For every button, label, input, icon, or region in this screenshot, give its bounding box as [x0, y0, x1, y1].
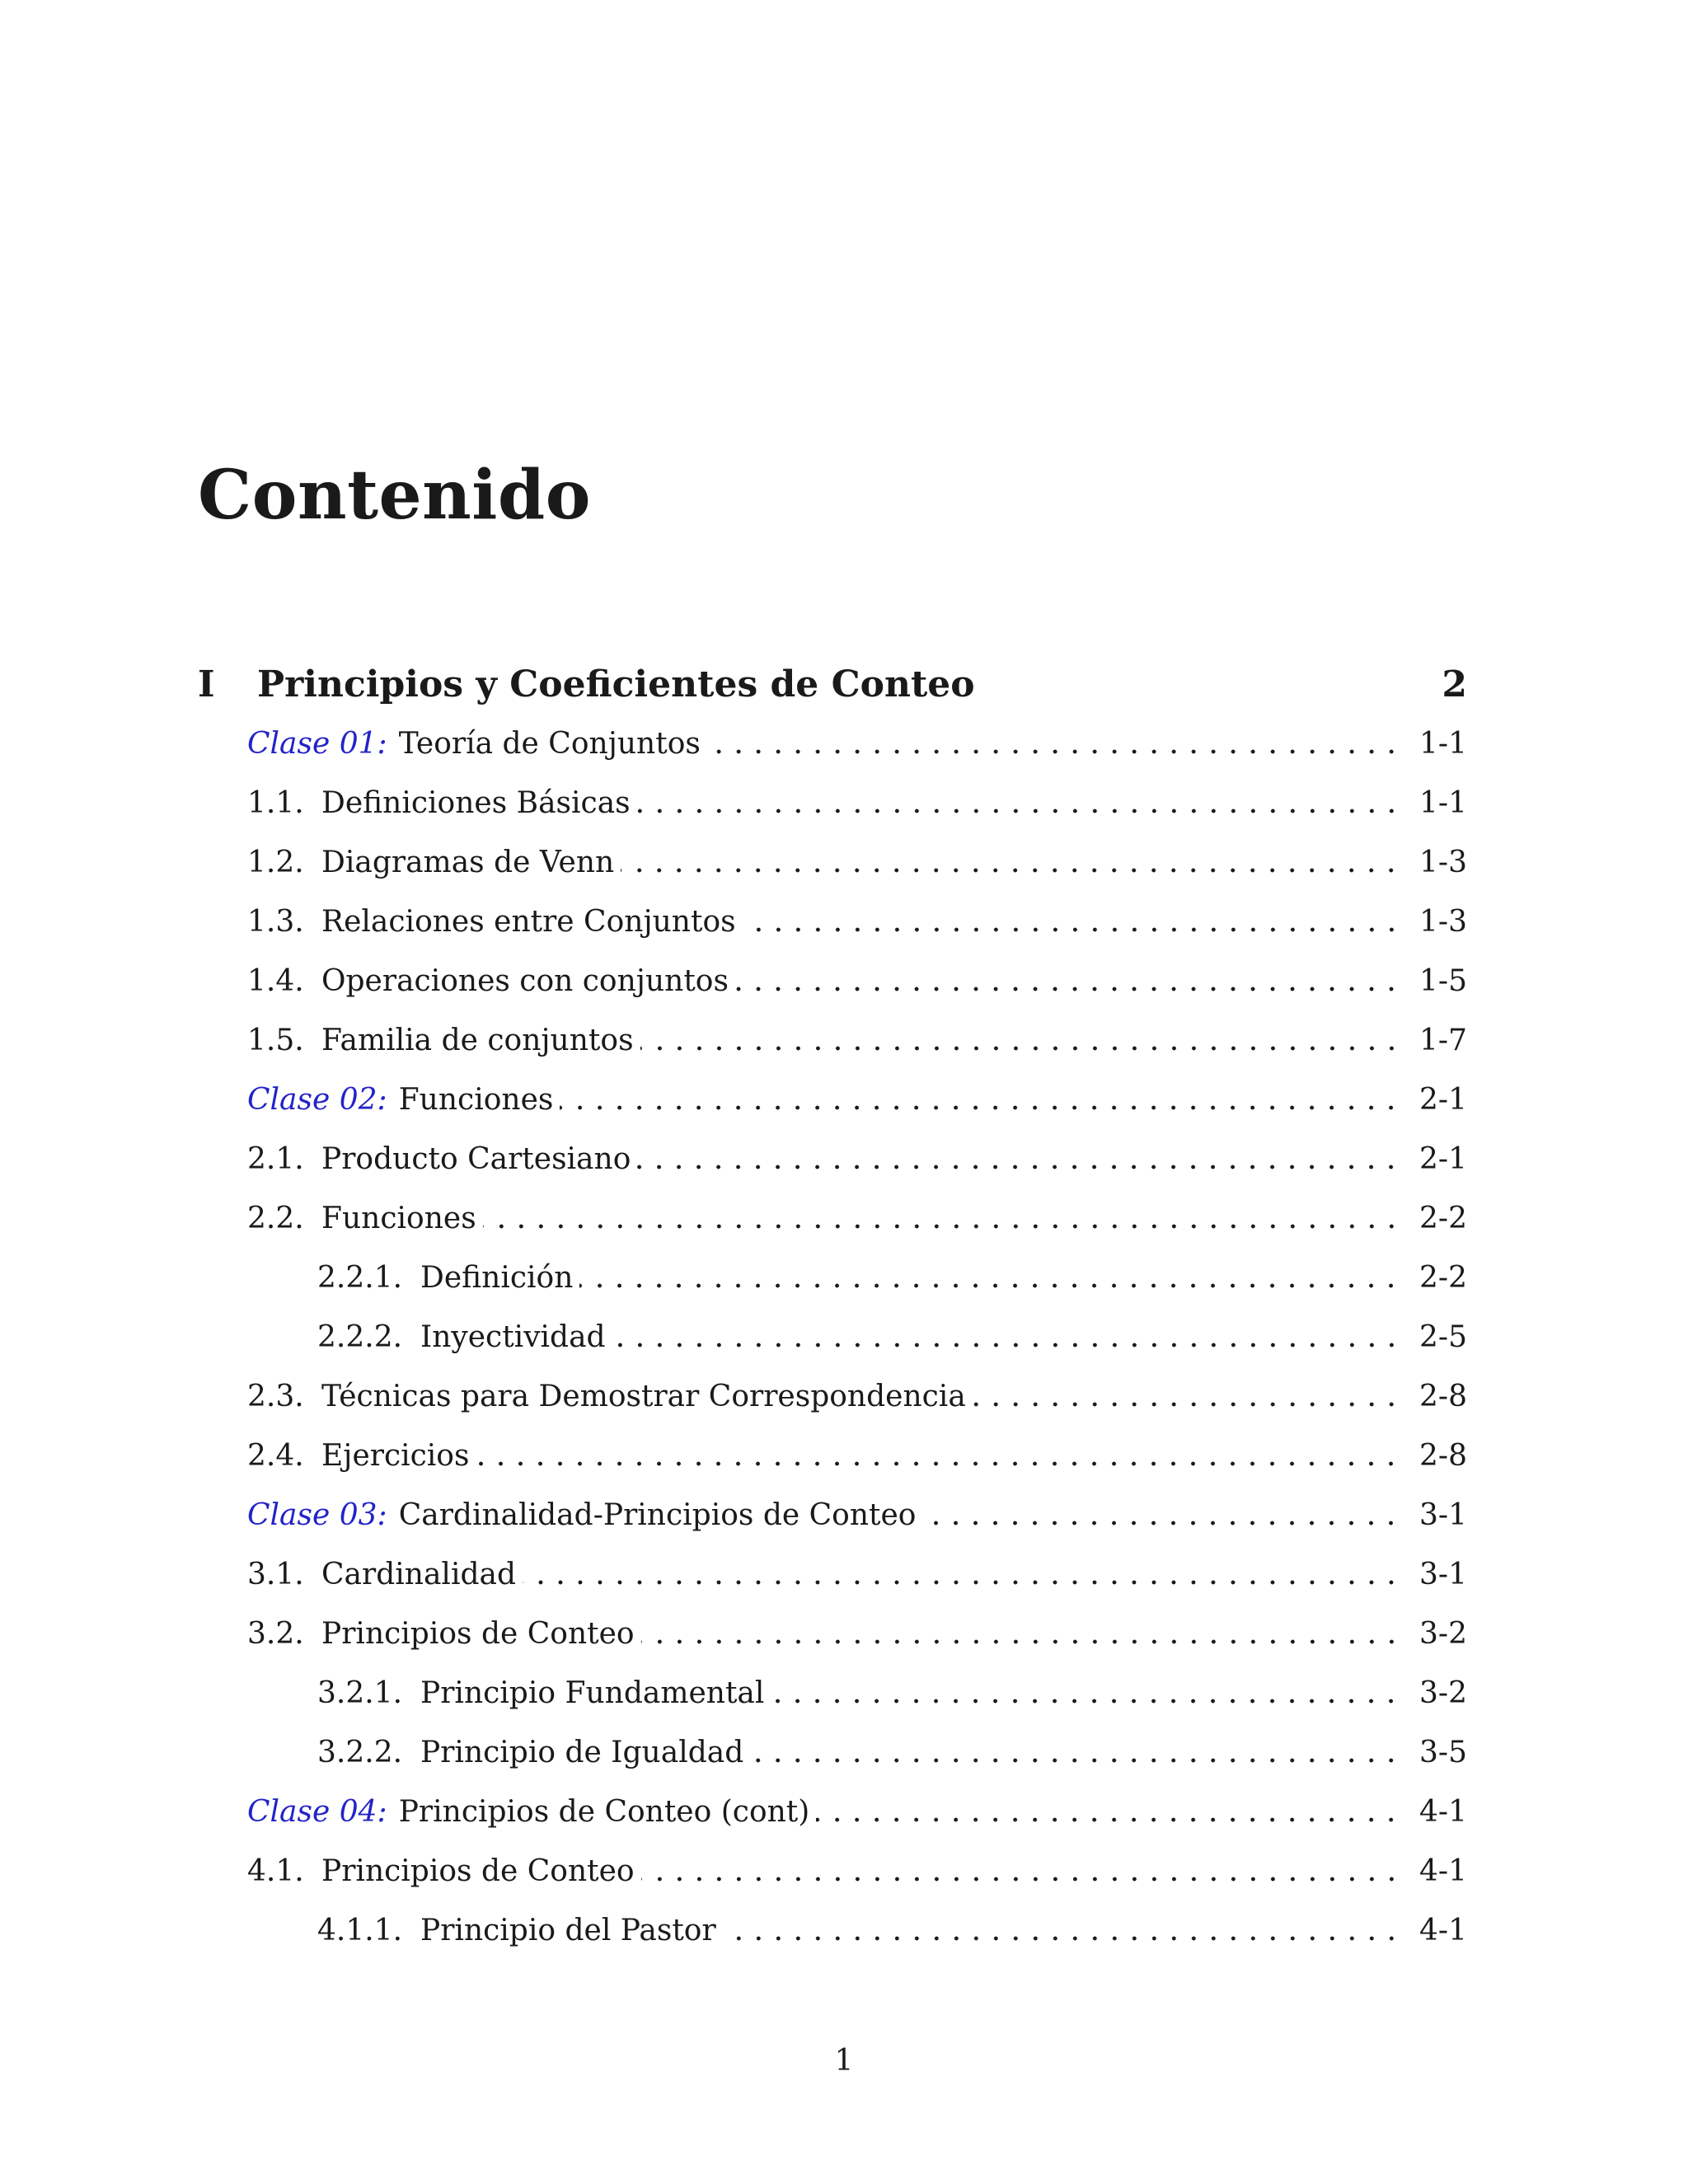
- dot-leader: [621, 837, 1401, 887]
- entry-title: Principios de Conteo: [321, 1854, 635, 1888]
- entry-page-number: 1-5: [1419, 963, 1467, 998]
- entry-page-number: 3-1: [1419, 1557, 1467, 1591]
- entry-title: Inyectividad: [420, 1319, 606, 1354]
- toc-section-entry[interactable]: [0, 1549, 1688, 1599]
- entry-title: Principios de Conteo (cont): [398, 1794, 810, 1829]
- dot-leader: [641, 1609, 1401, 1658]
- entry-label: [317, 1736, 743, 1769]
- entry-number: 4.1.: [247, 1854, 304, 1888]
- toc-section-entry[interactable]: [0, 1431, 1688, 1480]
- entry-label: [247, 1439, 469, 1473]
- dot-leader: [750, 1727, 1401, 1777]
- entry-number: 2.1.: [247, 1141, 304, 1176]
- entry-title: Cardinalidad: [321, 1557, 517, 1591]
- clase-tag: Clase 01:: [247, 726, 387, 761]
- dot-leader: [560, 1075, 1401, 1124]
- dot-leader: [579, 1253, 1401, 1302]
- entry-page-number: 3-5: [1419, 1735, 1467, 1769]
- entry-page-number: 1-1: [1419, 785, 1467, 820]
- entry-label: [247, 1617, 635, 1651]
- dot-leader: [476, 1431, 1401, 1480]
- toc-section-entry[interactable]: [0, 1015, 1688, 1065]
- entry-page-number: 1-3: [1419, 904, 1467, 939]
- dot-leader: [640, 1015, 1401, 1065]
- dot-leader: [707, 719, 1401, 768]
- dot-leader: [771, 1668, 1401, 1718]
- toc-subsection-entry[interactable]: [0, 1253, 1688, 1302]
- toc-section-entry[interactable]: [0, 897, 1688, 946]
- toc-section-entry[interactable]: [0, 1846, 1688, 1896]
- entry-page-number: 4-1: [1419, 1794, 1467, 1829]
- toc-clase-entry[interactable]: [0, 1075, 1688, 1124]
- entry-label: [317, 1914, 716, 1947]
- entry-page-number: 2-5: [1419, 1319, 1467, 1354]
- dot-leader: [641, 1846, 1401, 1896]
- entry-number: 1.1.: [247, 785, 304, 820]
- entry-page-number: 2-8: [1419, 1438, 1467, 1473]
- toc-part-entry[interactable]: [198, 659, 1467, 709]
- entry-title: Familia de conjuntos: [321, 1023, 634, 1057]
- entry-label: [247, 905, 736, 939]
- entry-label: [247, 1380, 966, 1413]
- entry-number: 1.3.: [247, 904, 304, 939]
- entry-page-number: 2-2: [1419, 1201, 1467, 1235]
- entry-label: [247, 1854, 635, 1888]
- entry-page-number: 2-2: [1419, 1260, 1467, 1295]
- entry-number: 3.2.1.: [317, 1675, 403, 1710]
- entry-label: [247, 1795, 809, 1829]
- entry-label: [247, 1024, 634, 1057]
- entry-title: Técnicas para Demostrar Correspondencia: [321, 1379, 966, 1413]
- toc-section-entry[interactable]: [0, 1134, 1688, 1183]
- toc-section-entry[interactable]: [0, 1193, 1688, 1243]
- entry-title: Cardinalidad-Principios de Conteo: [398, 1497, 917, 1532]
- clase-tag: Clase 02:: [247, 1082, 387, 1117]
- entry-label: [247, 727, 701, 761]
- entry-label: [247, 1202, 476, 1235]
- toc-clase-entry[interactable]: [0, 1787, 1688, 1836]
- entry-number: 2.2.2.: [317, 1319, 403, 1354]
- entry-number: 2.3.: [247, 1379, 304, 1413]
- toc-section-entry[interactable]: [0, 778, 1688, 827]
- toc-clase-entry[interactable]: [0, 1490, 1688, 1540]
- entry-number: 1.2.: [247, 845, 304, 879]
- entry-title: Relaciones entre Conjuntos: [321, 904, 736, 939]
- entry-number: 3.1.: [247, 1557, 304, 1591]
- entry-title: Principio Fundamental: [420, 1675, 765, 1710]
- entry-page-number: 2-1: [1419, 1141, 1467, 1176]
- entry-number: 1.5.: [247, 1023, 304, 1057]
- entry-label: [317, 1261, 573, 1295]
- dot-leader: [637, 1134, 1401, 1183]
- toc-section-entry[interactable]: [0, 1371, 1688, 1421]
- entry-label: [317, 1320, 606, 1354]
- entry-page-number: 2-1: [1419, 1082, 1467, 1117]
- entry-page-number: 2-8: [1419, 1379, 1467, 1413]
- toc-subsection-entry[interactable]: [0, 1312, 1688, 1361]
- entry-label: [247, 846, 614, 879]
- entry-title: Principios de Conteo: [321, 1616, 635, 1651]
- page-footer-number: 1: [834, 2044, 854, 2078]
- part-number: I: [198, 663, 215, 705]
- entry-label: [247, 1142, 631, 1176]
- entry-title: Ejercicios: [321, 1438, 470, 1473]
- entry-label: [247, 1558, 516, 1591]
- entry-title: Diagramas de Venn: [321, 845, 615, 879]
- entry-page-number: 4-1: [1419, 1854, 1467, 1888]
- toc-subsection-entry[interactable]: [0, 1905, 1688, 1955]
- dot-leader: [973, 1371, 1401, 1421]
- entry-number: 1.4.: [247, 963, 304, 998]
- part-title: Principios y Coeficientes de Conteo: [257, 663, 975, 705]
- dot-leader: [743, 897, 1401, 946]
- entry-title: Producto Cartesiano: [321, 1141, 631, 1176]
- toc-subsection-entry[interactable]: [0, 1668, 1688, 1718]
- page-title: Contenido: [198, 456, 591, 535]
- entry-number: 4.1.1.: [317, 1913, 403, 1947]
- entry-title: Principio de Igualdad: [420, 1735, 744, 1769]
- dot-leader: [483, 1193, 1401, 1243]
- entry-page-number: 1-1: [1419, 726, 1467, 761]
- entry-title: Funciones: [321, 1201, 476, 1235]
- entry-label: [247, 1498, 916, 1532]
- entry-number: 2.2.1.: [317, 1260, 403, 1295]
- toc-section-entry[interactable]: [0, 956, 1688, 1005]
- clase-tag: Clase 04:: [247, 1794, 387, 1829]
- entry-page-number: 1-7: [1419, 1023, 1467, 1057]
- entry-page-number: 3-1: [1419, 1497, 1467, 1532]
- dot-leader: [723, 1905, 1401, 1955]
- toc-subsection-entry[interactable]: [0, 1727, 1688, 1777]
- entry-number: 3.2.: [247, 1616, 304, 1651]
- entry-page-number: 4-1: [1419, 1913, 1467, 1947]
- entry-label: [317, 1676, 764, 1710]
- dot-leader: [735, 956, 1401, 1005]
- part-page-number: 2: [1442, 663, 1467, 705]
- toc-section-entry[interactable]: [0, 837, 1688, 887]
- entry-title: Principio del Pastor: [420, 1913, 716, 1947]
- entry-page-number: 1-3: [1419, 845, 1467, 879]
- entry-title: Definición: [420, 1260, 574, 1295]
- entry-label: [247, 786, 631, 820]
- clase-tag: Clase 03:: [247, 1497, 387, 1532]
- entry-number: 2.2.: [247, 1201, 304, 1235]
- entry-number: 2.4.: [247, 1438, 304, 1473]
- entry-label: [247, 1083, 553, 1117]
- dot-leader: [816, 1787, 1401, 1836]
- entry-title: Operaciones con conjuntos: [321, 963, 729, 998]
- entry-page-number: 3-2: [1419, 1675, 1467, 1710]
- entry-label: [247, 964, 729, 998]
- entry-title: Teoría de Conjuntos: [398, 726, 701, 761]
- dot-leader: [637, 778, 1401, 827]
- toc-clase-entry[interactable]: [0, 719, 1688, 768]
- entry-title: Funciones: [398, 1082, 554, 1117]
- entry-number: 3.2.2.: [317, 1735, 403, 1769]
- dot-leader: [523, 1549, 1401, 1599]
- entry-page-number: 3-2: [1419, 1616, 1467, 1651]
- entry-title: Definiciones Básicas: [321, 785, 631, 820]
- dot-leader: [612, 1312, 1401, 1361]
- toc-section-entry[interactable]: [0, 1609, 1688, 1658]
- dot-leader: [922, 1490, 1401, 1540]
